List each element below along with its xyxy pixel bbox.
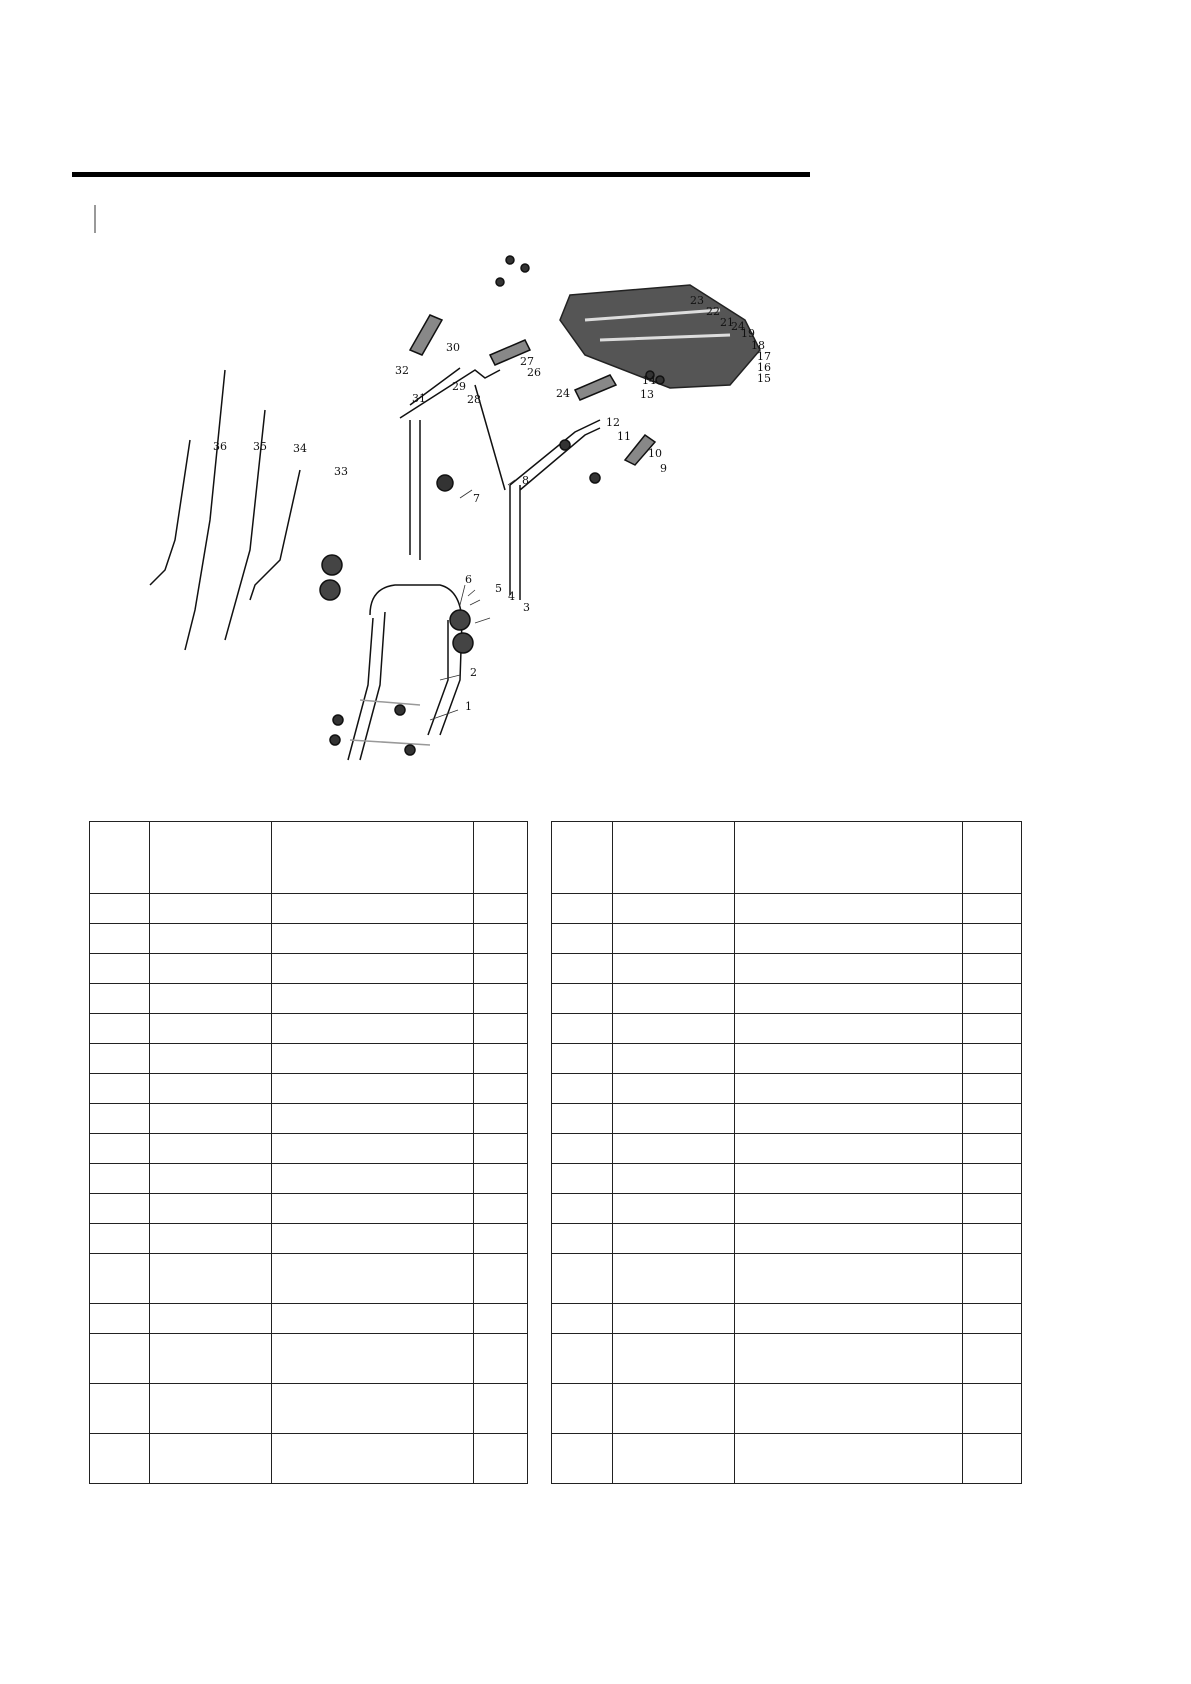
table-cell bbox=[90, 1104, 150, 1134]
table-row bbox=[90, 1104, 528, 1134]
table-row bbox=[552, 1334, 1022, 1384]
table-cell bbox=[735, 1254, 963, 1304]
table-cell bbox=[963, 894, 1022, 924]
knob-4 bbox=[453, 633, 473, 653]
callout-24a: 24 bbox=[731, 320, 745, 333]
knob-2 bbox=[320, 580, 340, 600]
table-cell bbox=[613, 1014, 735, 1044]
table-cell bbox=[90, 1134, 150, 1164]
table-cell bbox=[272, 1164, 474, 1194]
table-cell bbox=[735, 1134, 963, 1164]
table-cell bbox=[963, 1304, 1022, 1334]
table-cell bbox=[552, 894, 613, 924]
table-cell bbox=[150, 1334, 272, 1384]
table-cell bbox=[735, 1074, 963, 1104]
table-cell bbox=[150, 1104, 272, 1134]
table-cell bbox=[90, 1434, 150, 1484]
table-cell bbox=[613, 1224, 735, 1254]
table-cell bbox=[735, 1304, 963, 1334]
table-cell bbox=[90, 984, 150, 1014]
table-cell bbox=[613, 894, 735, 924]
table-row bbox=[90, 1164, 528, 1194]
table-row bbox=[90, 1044, 528, 1074]
table-row bbox=[552, 1304, 1022, 1334]
table-row bbox=[90, 1254, 528, 1304]
table-cell bbox=[90, 894, 150, 924]
table-cell bbox=[552, 984, 613, 1014]
table-row bbox=[552, 1104, 1022, 1134]
table-row bbox=[552, 924, 1022, 954]
callout-12: 12 bbox=[606, 416, 620, 429]
table-row bbox=[552, 984, 1022, 1014]
table-cell bbox=[90, 1224, 150, 1254]
callout-21: 21 bbox=[720, 316, 734, 329]
callout-28: 28 bbox=[467, 393, 481, 406]
table-cell bbox=[272, 1014, 474, 1044]
table-cell bbox=[963, 954, 1022, 984]
table-cell bbox=[735, 1384, 963, 1434]
callout-19: 19 bbox=[741, 327, 755, 340]
table-cell bbox=[552, 1044, 613, 1074]
table-cell bbox=[963, 1104, 1022, 1134]
table-cell bbox=[735, 894, 963, 924]
table-cell bbox=[474, 894, 528, 924]
table-row bbox=[552, 1224, 1022, 1254]
table-cell bbox=[735, 1224, 963, 1254]
cable-36 bbox=[150, 440, 190, 585]
table-cell bbox=[272, 954, 474, 984]
table-cell bbox=[150, 1134, 272, 1164]
table-cell bbox=[963, 1134, 1022, 1164]
table-cell bbox=[735, 1164, 963, 1194]
table-cell bbox=[735, 1194, 963, 1224]
table-cell bbox=[272, 1434, 474, 1484]
table-cell bbox=[150, 1304, 272, 1334]
table-cell bbox=[272, 1074, 474, 1104]
table-cell bbox=[613, 954, 735, 984]
parts-table-left bbox=[89, 821, 528, 1484]
table-row bbox=[552, 1384, 1022, 1434]
table-cell bbox=[552, 1254, 613, 1304]
table-cell bbox=[613, 822, 735, 894]
callout-4: 4 bbox=[508, 590, 515, 603]
callout-29: 29 bbox=[452, 380, 466, 393]
callout-14: 14 bbox=[642, 374, 656, 387]
table-cell bbox=[552, 1074, 613, 1104]
table-cell bbox=[735, 1014, 963, 1044]
cable-33 bbox=[250, 470, 300, 600]
table-cell bbox=[613, 1194, 735, 1224]
table-cell bbox=[474, 822, 528, 894]
table-cell bbox=[90, 1254, 150, 1304]
table-cell bbox=[963, 1164, 1022, 1194]
table-row bbox=[90, 1384, 528, 1434]
callout-7: 7 bbox=[473, 492, 480, 505]
table-cell bbox=[150, 1384, 272, 1434]
table-cell bbox=[272, 924, 474, 954]
table-cell bbox=[735, 984, 963, 1014]
table-row bbox=[552, 1134, 1022, 1164]
table-row bbox=[552, 1254, 1022, 1304]
table-cell bbox=[150, 1194, 272, 1224]
table-cell bbox=[552, 1304, 613, 1334]
callout-10: 10 bbox=[648, 447, 662, 460]
callout-22: 22 bbox=[706, 305, 720, 318]
table-cell bbox=[150, 1044, 272, 1074]
table-cell bbox=[90, 822, 150, 894]
table-cell bbox=[272, 1254, 474, 1304]
table-cell bbox=[150, 1254, 272, 1304]
table-row bbox=[90, 1194, 528, 1224]
table-cell bbox=[613, 1074, 735, 1104]
table-row bbox=[90, 954, 528, 984]
table-row bbox=[552, 954, 1022, 984]
table-cell bbox=[552, 1164, 613, 1194]
table-cell bbox=[474, 1254, 528, 1304]
table-cell bbox=[552, 1104, 613, 1134]
table-cell bbox=[150, 984, 272, 1014]
table-cell bbox=[613, 1134, 735, 1164]
table-cell bbox=[150, 1434, 272, 1484]
table-cell bbox=[474, 1384, 528, 1434]
table-row bbox=[552, 1194, 1022, 1224]
table-cell bbox=[150, 822, 272, 894]
table-cell bbox=[735, 1434, 963, 1484]
table-row bbox=[90, 1334, 528, 1384]
table-cell bbox=[552, 1384, 613, 1434]
table-row bbox=[90, 1074, 528, 1104]
table-cell bbox=[613, 1384, 735, 1434]
table-row bbox=[552, 1074, 1022, 1104]
table-row bbox=[552, 1434, 1022, 1484]
grip-right bbox=[575, 375, 616, 400]
table-row bbox=[90, 1224, 528, 1254]
table-cell bbox=[474, 954, 528, 984]
table-cell bbox=[552, 1434, 613, 1484]
table-cell bbox=[474, 1434, 528, 1484]
table-cell bbox=[90, 1384, 150, 1434]
callout-27: 27 bbox=[520, 355, 534, 368]
table-cell bbox=[150, 1074, 272, 1104]
table-cell bbox=[474, 1104, 528, 1134]
table-cell bbox=[474, 984, 528, 1014]
table-row bbox=[552, 1014, 1022, 1044]
table-cell bbox=[963, 984, 1022, 1014]
table-cell bbox=[90, 954, 150, 984]
table-row bbox=[90, 1014, 528, 1044]
table-cell bbox=[963, 1044, 1022, 1074]
table-cell bbox=[613, 1164, 735, 1194]
callout-2: 2 bbox=[470, 666, 477, 679]
table-cell bbox=[272, 894, 474, 924]
exploded-parts-diagram bbox=[130, 240, 870, 810]
table-cell bbox=[552, 1224, 613, 1254]
callout-6: 6 bbox=[465, 573, 472, 586]
table-cell bbox=[474, 1074, 528, 1104]
table-cell bbox=[150, 894, 272, 924]
table-cell bbox=[150, 924, 272, 954]
table-cell bbox=[90, 1304, 150, 1334]
parts-table-right bbox=[551, 821, 1022, 1484]
table-cell bbox=[735, 822, 963, 894]
callout-13: 13 bbox=[640, 388, 654, 401]
table-cell bbox=[613, 924, 735, 954]
callout-8: 8 bbox=[522, 474, 529, 487]
table-cell bbox=[552, 924, 613, 954]
table-row bbox=[90, 1134, 528, 1164]
table-header-row bbox=[90, 822, 528, 894]
callout-1: 1 bbox=[465, 700, 472, 713]
table-cell bbox=[552, 1014, 613, 1044]
table-cell bbox=[272, 984, 474, 1014]
table-cell bbox=[474, 1224, 528, 1254]
table-cell bbox=[963, 1194, 1022, 1224]
callout-35: 35 bbox=[253, 440, 267, 453]
table-cell bbox=[613, 984, 735, 1014]
knob-3 bbox=[450, 610, 470, 630]
table-cell bbox=[474, 924, 528, 954]
table-row bbox=[90, 1304, 528, 1334]
table-cell bbox=[735, 924, 963, 954]
table-cell bbox=[90, 1074, 150, 1104]
callout-3: 3 bbox=[523, 601, 530, 614]
knob-1 bbox=[322, 555, 342, 575]
heading-marker bbox=[94, 205, 96, 233]
table-cell bbox=[552, 822, 613, 894]
table-cell bbox=[735, 954, 963, 984]
table-cell bbox=[272, 1384, 474, 1434]
table-cell bbox=[90, 1334, 150, 1384]
grip-left bbox=[410, 315, 442, 355]
table-cell bbox=[272, 1334, 474, 1384]
table-cell bbox=[735, 1334, 963, 1384]
callout-5: 5 bbox=[495, 582, 502, 595]
table-cell bbox=[474, 1304, 528, 1334]
table-cell bbox=[474, 1134, 528, 1164]
callout-24b: 24 bbox=[556, 387, 570, 400]
table-cell bbox=[474, 1334, 528, 1384]
table-cell bbox=[90, 1194, 150, 1224]
table-cell bbox=[963, 822, 1022, 894]
callout-16: 16 bbox=[757, 361, 771, 374]
callout-18: 18 bbox=[751, 339, 765, 352]
table-cell bbox=[150, 1224, 272, 1254]
callout-23: 23 bbox=[690, 294, 704, 307]
section-rule bbox=[72, 172, 810, 177]
table-cell bbox=[272, 1104, 474, 1134]
callout-32: 32 bbox=[395, 364, 409, 377]
callout-9: 9 bbox=[660, 462, 667, 475]
table-cell bbox=[150, 1014, 272, 1044]
table-cell bbox=[272, 1134, 474, 1164]
table-row bbox=[90, 984, 528, 1014]
table-cell bbox=[963, 1334, 1022, 1384]
callout-17: 17 bbox=[757, 350, 771, 363]
callout-31: 31 bbox=[412, 392, 426, 405]
table-cell bbox=[963, 1254, 1022, 1304]
callout-36: 36 bbox=[213, 440, 227, 453]
callout-30: 30 bbox=[446, 341, 460, 354]
table-cell bbox=[552, 1194, 613, 1224]
table-cell bbox=[150, 954, 272, 984]
table-row bbox=[90, 924, 528, 954]
lower-handle bbox=[348, 585, 462, 760]
table-cell bbox=[552, 954, 613, 984]
table-cell bbox=[613, 1254, 735, 1304]
table-cell bbox=[272, 822, 474, 894]
table-row bbox=[90, 1434, 528, 1484]
table-cell bbox=[272, 1224, 474, 1254]
table-cell bbox=[613, 1434, 735, 1484]
table-cell bbox=[272, 1044, 474, 1074]
table-cell bbox=[613, 1304, 735, 1334]
table-cell bbox=[474, 1194, 528, 1224]
nut-7 bbox=[437, 475, 453, 491]
table-cell bbox=[735, 1044, 963, 1074]
upper-handle bbox=[400, 368, 600, 600]
table-cell bbox=[963, 1434, 1022, 1484]
table-header-row bbox=[552, 822, 1022, 894]
table-row bbox=[552, 1044, 1022, 1074]
table-cell bbox=[474, 1164, 528, 1194]
table-cell bbox=[963, 1224, 1022, 1254]
callout-33: 33 bbox=[334, 465, 348, 478]
table-cell bbox=[613, 1044, 735, 1074]
callout-11: 11 bbox=[617, 430, 631, 443]
table-cell bbox=[90, 924, 150, 954]
table-cell bbox=[474, 1044, 528, 1074]
table-cell bbox=[613, 1104, 735, 1134]
table-cell bbox=[272, 1194, 474, 1224]
table-cell bbox=[150, 1164, 272, 1194]
table-cell bbox=[613, 1334, 735, 1384]
table-cell bbox=[272, 1304, 474, 1334]
table-row bbox=[552, 1164, 1022, 1194]
table-cell bbox=[90, 1164, 150, 1194]
table-cell bbox=[963, 1074, 1022, 1104]
table-cell bbox=[735, 1104, 963, 1134]
table-cell bbox=[963, 1384, 1022, 1434]
table-row bbox=[90, 894, 528, 924]
table-cell bbox=[552, 1134, 613, 1164]
table-cell bbox=[90, 1044, 150, 1074]
table-cell bbox=[963, 1014, 1022, 1044]
callout-34: 34 bbox=[293, 442, 307, 455]
table-cell bbox=[963, 924, 1022, 954]
table-row bbox=[552, 894, 1022, 924]
cable-35 bbox=[185, 370, 225, 650]
table-cell bbox=[474, 1014, 528, 1044]
callout-15: 15 bbox=[757, 372, 771, 385]
callout-26: 26 bbox=[527, 366, 541, 379]
table-cell bbox=[552, 1334, 613, 1384]
table-cell bbox=[90, 1014, 150, 1044]
